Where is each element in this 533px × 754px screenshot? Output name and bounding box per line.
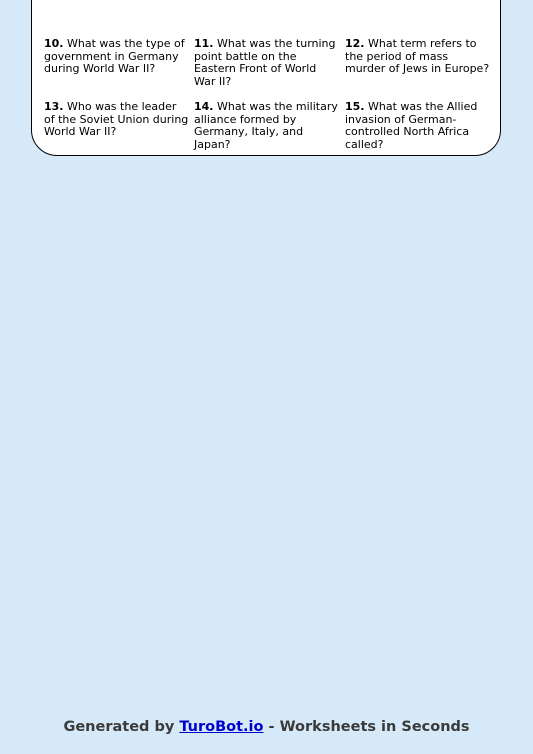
question-text: What was the military alliance formed by Germany, Italy, and Japan?	[194, 100, 338, 151]
question-12	[345, 38, 491, 76]
turobot-link[interactable]: TuroBot.io	[179, 719, 264, 735]
question-number: 13.	[44, 100, 64, 113]
question-10	[44, 38, 190, 76]
question-15	[345, 101, 491, 151]
question-number: 10.	[44, 37, 64, 50]
footer-prefix: Generated by	[63, 719, 180, 735]
question-14	[194, 101, 340, 151]
question-text: Who was the leader of the Soviet Union during World War II?	[44, 100, 189, 139]
footer	[0, 719, 533, 735]
question-number: 14.	[194, 100, 214, 113]
question-text: What was the turning point battle on the Eastern Front of World War II?	[194, 37, 336, 88]
question-number: 12.	[345, 37, 365, 50]
question-number: 11.	[194, 37, 214, 50]
question-11	[194, 38, 340, 88]
question-text: What term refers to the period of mass murder of Jews in Europe?	[345, 37, 490, 76]
question-text: What was the type of government in Germany during World War II?	[44, 37, 185, 76]
question-text: What was the Allied invasion of German-controlled North Africa called?	[345, 100, 478, 151]
question-13	[44, 101, 190, 139]
footer-suffix: - Worksheets in Seconds	[263, 719, 470, 735]
question-number: 15.	[345, 100, 365, 113]
